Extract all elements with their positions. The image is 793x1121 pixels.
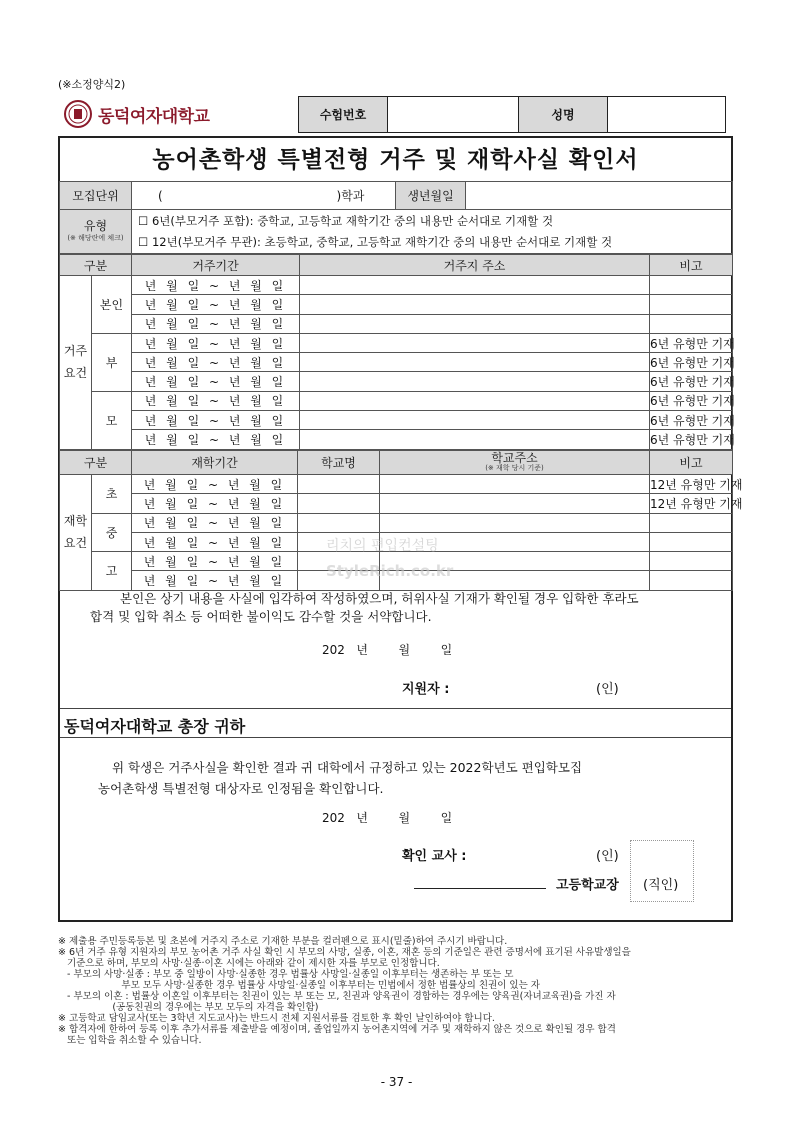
residence-address[interactable]: [300, 333, 650, 352]
unit-field[interactable]: [132, 182, 396, 210]
university-seal-icon: [64, 100, 92, 128]
exam-no-field[interactable]: [388, 97, 519, 133]
residence-note: [650, 276, 733, 295]
page-title: 농어촌학생 특별전형 거주 및 재학사실 확인서: [152, 147, 639, 173]
residence-period[interactable]: 년 월 일 ~ 년 월 일: [132, 276, 300, 295]
school-period[interactable]: 년 월 일 ~ 년 월 일: [132, 571, 298, 590]
note-line: ※ 합격자에 한하여 등록 이후 추가서류를 제출받을 예정이며, 졸업일까지 농어촌지역에 거주 및 재학하지 않은 것으로 확인될 경우 합격: [58, 1024, 616, 1035]
unit-label: 모집단위: [60, 182, 132, 210]
school-period[interactable]: 년 월 일 ~ 년 월 일: [132, 552, 298, 571]
page-number: - 37 -: [380, 1075, 413, 1089]
school-period[interactable]: 년 월 일 ~ 년 월 일: [132, 494, 298, 513]
school-address-field[interactable]: [380, 475, 650, 494]
school-note: [650, 513, 733, 532]
university-name: 동덕여자대학교: [98, 106, 210, 127]
exam-no-label: 수험번호: [299, 97, 388, 133]
addressee: 동덕여자대학교 총장 귀하: [64, 717, 246, 736]
residence-address[interactable]: [300, 295, 650, 314]
university-logo: [64, 98, 224, 130]
school-level-elementary: 초: [92, 475, 132, 514]
school-period[interactable]: 년 월 일 ~ 년 월 일: [132, 532, 298, 551]
residence-period[interactable]: 년 월 일 ~ 년 월 일: [132, 333, 300, 352]
school-note: [650, 532, 733, 551]
school-note: [650, 571, 733, 590]
note-line: 또는 입학을 취소할 수 있습니다.: [58, 1035, 202, 1046]
residence-period[interactable]: 년 월 일 ~ 년 월 일: [132, 391, 300, 410]
type-option-6year[interactable]: ☐ 6년(부모거주 포함): 중학교, 고등학교 재학기간 중의 내용만 순서대로 기재할 것: [138, 213, 554, 228]
confirm-date: 202 년 월 일: [322, 811, 453, 825]
note-line: (공동친권의 경우에는 부모 모두의 자격을 확인함): [58, 1002, 319, 1013]
residence-note: 6년 유형만 기재: [650, 430, 733, 449]
principal-name-line[interactable]: [414, 888, 546, 889]
residence-note: 6년 유형만 기재: [650, 411, 733, 430]
residence-period[interactable]: 년 월 일 ~ 년 월 일: [132, 353, 300, 372]
note-line: ※ 고등학교 담임교사(또는 3학년 지도교사)는 반드시 전체 지원서류를 검토한 후 확인 날인하여야 합니다.: [58, 1013, 495, 1024]
residence-note: 6년 유형만 기재: [650, 333, 733, 352]
school-note: 12년 유형만 기재: [650, 475, 733, 494]
school-name-field[interactable]: [298, 494, 380, 513]
residence-header-address: 거주지 주소: [300, 255, 650, 276]
school-level-high: 고: [92, 552, 132, 591]
school-period[interactable]: 년 월 일 ~ 년 월 일: [132, 513, 298, 532]
residence-note: 6년 유형만 기재: [650, 391, 733, 410]
school-header-note: 비고: [650, 451, 733, 475]
residence-address[interactable]: [300, 353, 650, 372]
note-line: ※ 6년 거주 유형 지원자의 부모 농어촌 거주 사실 확인 시 부모의 사망, 실종, 이혼, 재혼 등의 기준일은 관련 증명서에 표기된 사유발생일을: [58, 947, 631, 958]
type-options: [132, 210, 733, 254]
birth-field[interactable]: [466, 182, 733, 210]
residence-header-note: 비고: [650, 255, 733, 276]
residence-address[interactable]: [300, 391, 650, 410]
residence-table: [59, 254, 733, 450]
school-level-middle: 중: [92, 513, 132, 552]
residence-address[interactable]: [300, 314, 650, 333]
unit-open: (: [158, 189, 163, 203]
note-line: 부모 모두 사망·실종한 경우 법률상 사망일·실종일 이후부터는 민법에서 정한 법률상의 친권이 있는 자: [58, 980, 540, 991]
residence-period[interactable]: 년 월 일 ~ 년 월 일: [132, 430, 300, 449]
type-option-12year[interactable]: ☐ 12년(부모거주 무관): 초등학교, 중학교, 고등학교 재학기간 중의 내용만 순서대로 기재할 것: [138, 234, 613, 249]
birth-label: 생년월일: [396, 182, 466, 210]
notes: [58, 936, 748, 1046]
residence-who-self: 본인: [92, 276, 132, 334]
confirm-text: 위 학생은 거주사실을 확인한 결과 귀 대학에서 규정하고 있는 2022학년도 편입학모집 농어촌학생 특별전형 대상자로 인정됨을 확인합니다.: [98, 760, 583, 796]
residence-who-mother: 모: [92, 391, 132, 449]
school-header-category: 구분: [60, 451, 132, 475]
type-label-cell: [60, 210, 132, 254]
pledge-date: 202 년 월 일: [322, 643, 453, 657]
note-line: - 부모의 이혼 : 법률상 이혼일 이후부터는 친권이 있는 부 또는 모, 친권과 양육권이 경합하는 경우에는 양육권(자녀교육권)을 가진 자: [58, 991, 616, 1002]
school-address-field[interactable]: [380, 513, 650, 532]
apply-table: [59, 181, 733, 254]
principal-seal[interactable]: (직인): [643, 878, 679, 893]
school-header-address: 학교주소 (※ 재학 당시 기준): [380, 451, 650, 475]
residence-header-period: 거주기간: [132, 255, 300, 276]
residence-address[interactable]: [300, 372, 650, 391]
residence-address[interactable]: [300, 411, 650, 430]
divider: [60, 737, 731, 738]
residence-note: [650, 295, 733, 314]
residence-period[interactable]: 년 월 일 ~ 년 월 일: [132, 411, 300, 430]
school-address-field[interactable]: [380, 494, 650, 513]
watermark-text: 리치의 편입컨설팅: [326, 538, 439, 554]
residence-period[interactable]: 년 월 일 ~ 년 월 일: [132, 372, 300, 391]
residence-note: 6년 유형만 기재: [650, 353, 733, 372]
school-note: 12년 유형만 기재: [650, 494, 733, 513]
note-line: - 부모의 사망·실종 : 부모 중 일방이 사망·실종한 경우 법률상 사망일·실종일 이후부터는 생존하는 부 또는 모: [58, 969, 514, 980]
watermark-url: StyleRich.co.kr: [326, 562, 454, 580]
teacher-seal[interactable]: (인): [596, 849, 619, 864]
type-label: 유형: [83, 218, 108, 233]
name-field[interactable]: [608, 97, 726, 133]
residence-address[interactable]: [300, 430, 650, 449]
residence-period[interactable]: 년 월 일 ~ 년 월 일: [132, 314, 300, 333]
applicant-label: 지원자 :: [402, 682, 450, 697]
note-line: ※ 제출용 주민등록등본 및 초본에 거주지 주소로 기재한 부분을 컬러펜으로 표시(밑줄)하여 주시기 바랍니다.: [58, 936, 508, 947]
school-name-field[interactable]: [298, 513, 380, 532]
residence-group-label: 거주 요건: [60, 276, 92, 450]
form-code: (※소정양식2): [58, 78, 126, 91]
header-table: [298, 96, 726, 133]
residence-address[interactable]: [300, 276, 650, 295]
applicant-seal[interactable]: (인): [596, 682, 619, 697]
type-hint: (※ 해당란에 체크): [67, 233, 124, 242]
school-header-name: 학교명: [298, 451, 380, 475]
school-period[interactable]: 년 월 일 ~ 년 월 일: [132, 475, 298, 494]
school-header-period: 재학기간: [132, 451, 298, 475]
note-line: 기준으로 하며, 부모의 사망·실종·이혼 시에는 아래와 같이 제시한 자를 부모로 인정합니다.: [58, 958, 440, 969]
principal-label: 고등학교장: [556, 878, 619, 893]
teacher-label: 확인 교사 :: [402, 849, 467, 864]
unit-close: )학과: [336, 189, 365, 203]
name-label: 성명: [519, 97, 608, 133]
residence-note: 6년 유형만 기재: [650, 372, 733, 391]
school-note: [650, 552, 733, 571]
residence-note: [650, 314, 733, 333]
residence-header-category: 구분: [60, 255, 132, 276]
school-group-label: 재학 요건: [60, 475, 92, 591]
residence-who-father: 부: [92, 333, 132, 391]
pledge-text: 본인은 상기 내용을 사실에 입각하여 작성하였으며, 허위사실 기재가 확인될 경우 입학한 후라도 합격 및 입학 취소 등 어떠한 불이익도 감수할 것을 서약합니다.: [90, 591, 639, 624]
divider: [60, 708, 731, 709]
school-name-field[interactable]: [298, 475, 380, 494]
residence-period[interactable]: 년 월 일 ~ 년 월 일: [132, 295, 300, 314]
